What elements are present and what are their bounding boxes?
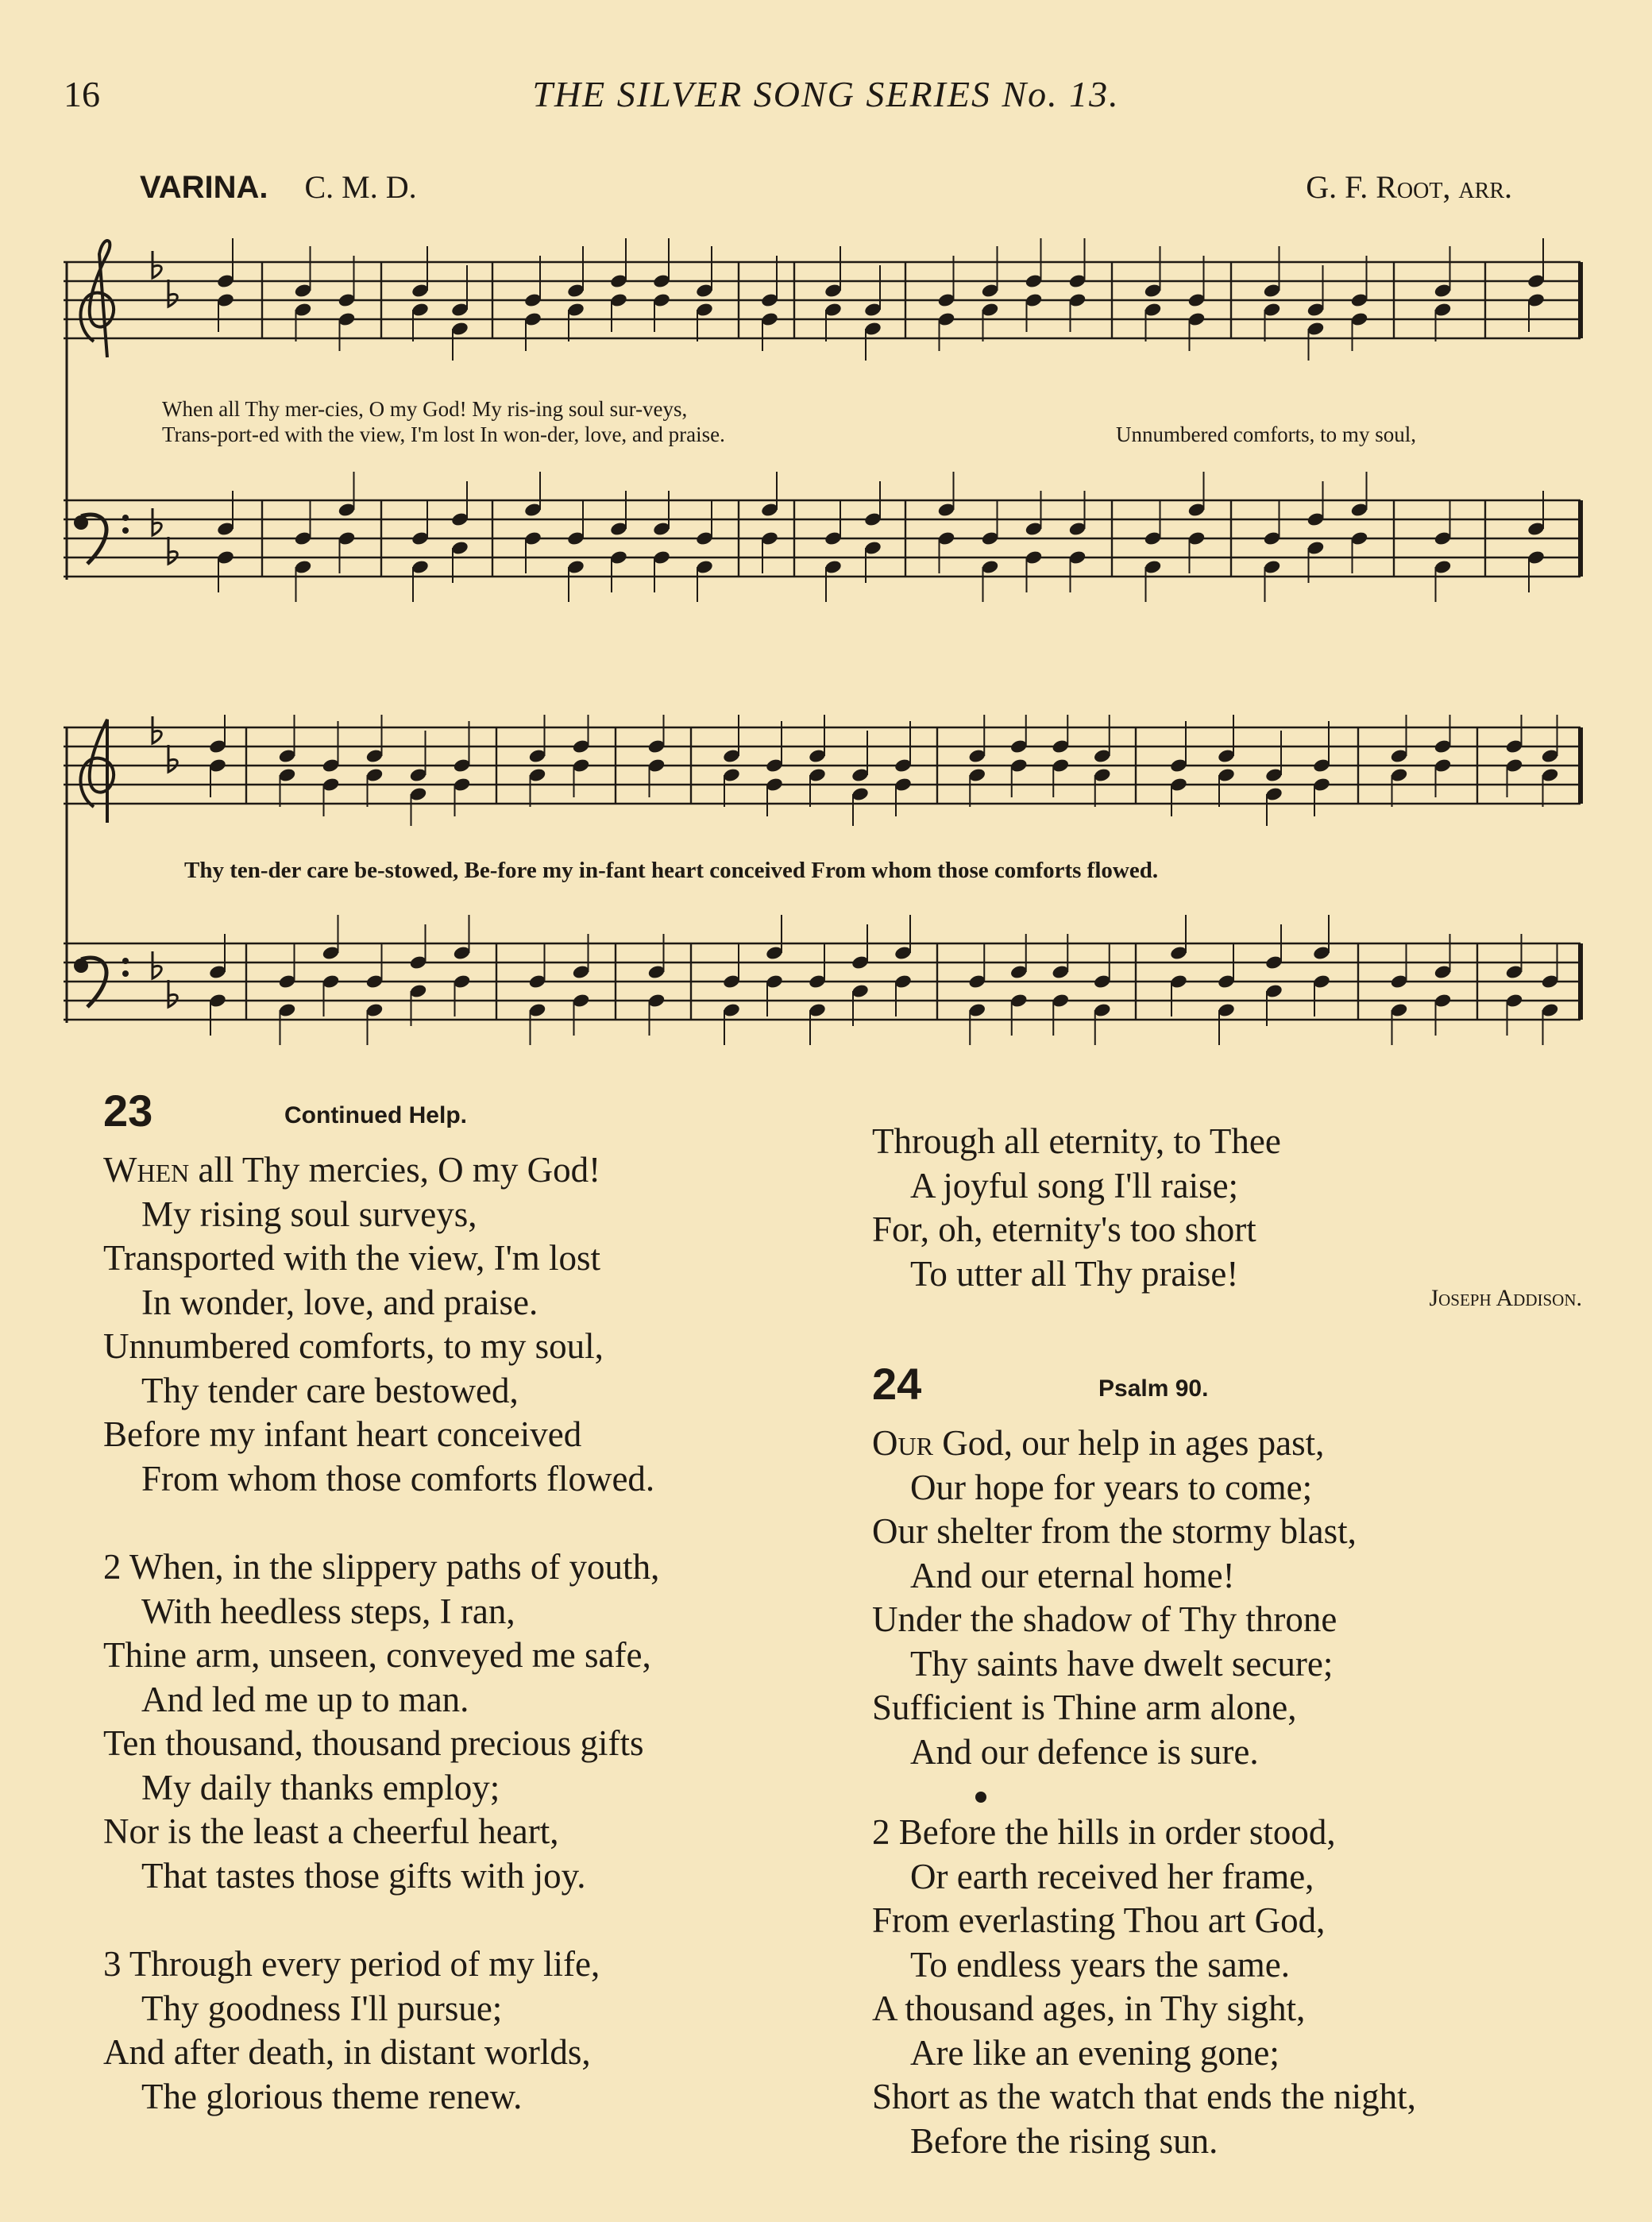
verse-line: Thy tender care bestowed, (141, 1370, 519, 1410)
hymn-23-column (103, 1085, 818, 2119)
music-system-2 (64, 715, 1588, 1048)
running-title: THE SILVER SONG SERIES No. 13. (532, 74, 1120, 114)
verse-line: Thy saints have dwelt secure; (910, 1643, 1334, 1684)
verse-line: Transported with the view, I'm lost (103, 1238, 600, 1278)
verse-line: Thy goodness I'll pursue; (141, 1988, 503, 2028)
verse-line: In wonder, love, and praise. (141, 1282, 538, 1322)
verse-line: Unnumbered comforts, to my soul, (103, 1326, 604, 1366)
verse-line: From whom those comforts flowed. (141, 1458, 655, 1499)
verse-line: For, oh, eternity's too short (872, 1209, 1256, 1249)
tune-composer: G. F. Root, arr. (1306, 169, 1512, 205)
hymn-23-stanza-2 (103, 1545, 818, 1898)
verse-line: And our eternal home! (910, 1555, 1235, 1595)
verse-line: From everlasting Thou art God, (872, 1900, 1326, 1940)
right-column (872, 1120, 1587, 2163)
hymn-number: 23 (103, 1086, 153, 1136)
lyric-line-3: Unnumbered comforts, to my soul, (1116, 422, 1416, 446)
hymn-number: 24 (872, 1359, 922, 1409)
verse-line: That tastes those gifts with joy. (141, 1855, 586, 1896)
verse-line: Before the rising sun. (910, 2120, 1218, 2161)
verse-line: Before my infant heart conceived (103, 1414, 582, 1454)
hymn-24-stanza-1 (872, 1422, 1587, 1774)
verse-line: Thine arm, unseen, conveyed me safe, (103, 1635, 651, 1675)
verse-line: Our hope for years to come; (910, 1467, 1313, 1507)
verse-line: Sufficient is Thine arm alone, (872, 1688, 1297, 1727)
verse-line: Under the shadow of Thy throne (872, 1599, 1337, 1639)
verse-line: Ten thousand, thousand precious gifts (103, 1723, 644, 1763)
verse-line: A thousand ages, in Thy sight, (872, 1989, 1306, 2028)
treble-staff-2 (64, 727, 1581, 804)
verse-line: My rising soul surveys, (141, 1194, 477, 1234)
lyric-line-2: Trans-port-ed with the view, I'm lost In won-der, love, and praise. (162, 422, 725, 446)
hymn-24-heading (872, 1358, 1587, 1422)
verse-line: The glorious theme renew. (141, 2076, 523, 2116)
verse-line: 3 Through every period of my life, (103, 1944, 600, 1984)
verse-line: And our defence is sure. (910, 1731, 1259, 1772)
tune-heading (140, 168, 417, 206)
verse-line: When all Thy mercies, O my God! (103, 1150, 601, 1190)
tune-meter: C. M. D. (304, 169, 417, 205)
verse-line: 2 Before the hills in order stood, (872, 1812, 1336, 1852)
verse-line: To endless years the same. (910, 1944, 1290, 1985)
hymn-23-author: Joseph Addison. (1429, 1285, 1582, 1311)
music-system-1 (64, 238, 1588, 604)
verse-line: My daily thanks employ; (141, 1767, 500, 1807)
verse-line: With heedless steps, I ran, (141, 1591, 515, 1631)
hymn-title: Continued Help. (284, 1102, 467, 1128)
verse-line: Are like an evening gone; (910, 2032, 1280, 2073)
lyric-line-1: When all Thy mer-cies, O my God! My ris-ing soul sur-veys, (162, 397, 688, 421)
hymn-23-heading (103, 1085, 818, 1148)
ink-dot (975, 1792, 986, 1803)
verse-line: Our shelter from the stormy blast, (872, 1511, 1357, 1551)
verse-line: Our God, our help in ages past, (872, 1423, 1325, 1463)
hymn-title: Psalm 90. (1098, 1375, 1209, 1402)
tune-name: VARINA. (140, 170, 268, 205)
verse-line: Or earth received her frame, (910, 1856, 1314, 1896)
hymn-23-stanza-3-continued (872, 1120, 1587, 1296)
verse-line: Short as the watch that ends the night, (872, 2077, 1416, 2116)
page-number: 16 (64, 74, 100, 114)
treble-clef-2 (80, 719, 114, 823)
hymn-23-stanza-1 (103, 1148, 818, 1501)
verse-line: To utter all Thy praise! (910, 1253, 1239, 1294)
treble-clef-1 (80, 241, 114, 357)
hymn-24-stanza-2 (872, 1811, 1587, 2163)
hymn-23-stanza-3 (103, 1942, 818, 2119)
verse-line: Nor is the least a cheerful heart, (103, 1811, 559, 1851)
verse-line: And after death, in distant worlds, (103, 2032, 591, 2072)
verse-line: Through all eternity, to Thee (872, 1121, 1281, 1161)
lyric-line-4: Thy ten-der care be-stowed, Be-fore my in-fant heart conceived From whom those comforts flowed. (184, 858, 1159, 883)
verse-line: And led me up to man. (141, 1679, 469, 1719)
verse-line: A joyful song I'll raise; (910, 1165, 1239, 1206)
verse-line: 2 When, in the slippery paths of youth, (103, 1547, 660, 1587)
